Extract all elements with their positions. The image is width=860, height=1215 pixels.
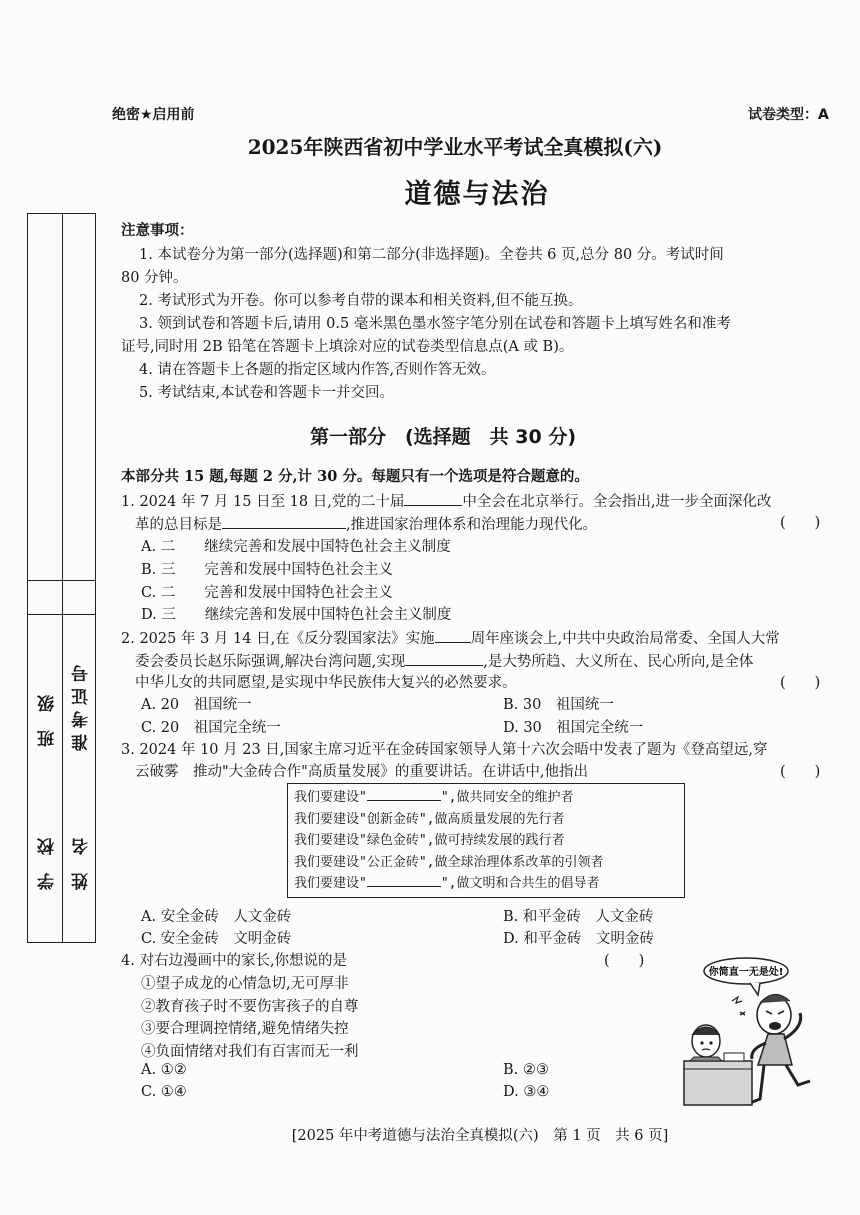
cartoon-caption: 你简直一无是处! <box>708 967 784 978</box>
q1-option-d: D. 三 继续完善和发展中国特色社会主义制度 <box>141 607 452 623</box>
quote-line-2: 我们要建设"创新金砖",做高质量发展的先行者 <box>294 811 565 827</box>
exam-title: 2025年陕西省初中学业水平考试全真模拟(六) <box>247 135 663 159</box>
notice-item-2: 2. 考试形式为开卷。你可以参考自带的课本和相关资料,但不能互换。 <box>139 293 583 309</box>
ticket-number-label: 准考证号 <box>72 659 92 751</box>
q2-blank-2 <box>405 649 483 666</box>
confidential-label: 绝密★启用前 <box>112 107 195 123</box>
quote-line-1a: 我们要建设" <box>294 790 367 805</box>
q2-text-c: 委会委员长赵乐际强调,解决台湾问题,实现 <box>135 654 406 670</box>
q4-line1: 4. 对右边漫画中的家长,你想说的是 <box>121 953 348 969</box>
q4-option-d: D. ③④ <box>503 1084 550 1100</box>
notice-heading: 注意事项： <box>121 222 194 239</box>
q1-text-a: 1. 2024 年 7 月 15 日至 18 日,党的二十届 <box>121 494 405 510</box>
q1-blank-2 <box>222 512 346 529</box>
q1-line2 <box>135 512 597 537</box>
q2-line2 <box>135 649 753 674</box>
name-label: 姓 名 <box>72 832 92 890</box>
q1-line1 <box>121 489 771 514</box>
q2-option-a: A. 20 祖国统一 <box>141 697 252 713</box>
q1-text-d: ,推进国家治理体系和治理能力现代化。 <box>346 517 598 533</box>
q1-option-b: B. 三 完善和发展中国特色社会主义 <box>141 562 393 578</box>
q3-option-a: A. 安全金砖 人文金砖 <box>141 909 292 925</box>
q4-option-c: C. ①④ <box>141 1084 187 1100</box>
q4-statement-2: ②教育孩子时不要伤害孩子的自尊 <box>141 999 359 1015</box>
q2-option-b: B. 30 祖国统一 <box>503 697 614 713</box>
class-label: 班 级 <box>38 689 58 747</box>
binding-info-box <box>27 213 96 943</box>
quote-line-4: 我们要建设"公正金砖",做全球治理体系改革的引领者 <box>294 854 604 870</box>
part1-heading: 第一部分 (选择题 共 30 分) <box>310 426 577 448</box>
q4-bracket: ( ) <box>604 953 645 969</box>
q1-option-a: A. 二 继续完善和发展中国特色社会主义制度 <box>141 539 451 555</box>
q3-line1: 3. 2024 年 10 月 23 日,国家主席习近平在金砖国家领导人第十六次会晤中发表了题为《登高望远,穿 <box>121 742 768 758</box>
notice-item-3-cont: 证号,同时用 2B 铅笔在答题卡上填涂对应的试卷类型信息点(A 或 B)。 <box>121 339 574 355</box>
quote-box <box>287 783 685 898</box>
q4-statement-4: ④负面情绪对我们有百害而无一利 <box>141 1044 359 1060</box>
parent-child-cartoon <box>680 953 830 1111</box>
quote-line-1b: ",做共同安全的维护者 <box>440 790 574 805</box>
quote-line-5b: ",做文明和合共生的倡导者 <box>440 876 600 891</box>
q4-statement-3: ③要合理调控情绪,避免情绪失控 <box>141 1021 349 1037</box>
q2-option-d: D. 30 祖国完全统一 <box>503 720 644 736</box>
q4-statement-1: ①望子成龙的心情急切,无可厚非 <box>141 976 349 992</box>
q4-option-b: B. ②③ <box>503 1062 549 1078</box>
q2-line1 <box>121 626 780 651</box>
paper-type-label: 试卷类型：A <box>748 107 829 123</box>
quote-line-3: 我们要建设"绿色金砖",做可持续发展的践行者 <box>294 833 565 848</box>
quote-blank-2 <box>367 873 441 887</box>
q2-text-b: 周年座谈会上,中共中央政治局常委、全国人大常 <box>470 631 780 647</box>
q3-line2: 云破雾 推动"大金砖合作"高质量发展》的重要讲话。在讲话中,他指出 <box>135 764 588 780</box>
q2-blank-1 <box>435 626 471 643</box>
q4-option-a: A. ①② <box>141 1062 187 1078</box>
q2-option-c: C. 20 祖国完全统一 <box>141 720 281 736</box>
q3-option-d: D. 和平金砖 文明金砖 <box>503 931 654 947</box>
q1-blank-1 <box>404 489 462 506</box>
q1-text-b: 中全会在北京举行。全会指出,进一步全面深化改 <box>462 494 772 510</box>
q2-line3: 中华儿女的共同愿望,是实现中华民族伟大复兴的必然要求。 <box>135 675 517 691</box>
quote-blank-1 <box>367 787 441 801</box>
q3-option-c: C. 安全金砖 文明金砖 <box>141 931 292 947</box>
notice-item-1-cont: 80 分钟。 <box>121 270 188 286</box>
quote-line-5a: 我们要建设" <box>294 876 367 891</box>
notice-item-5: 5. 考试结束,本试卷和答题卡一并交回。 <box>139 385 395 401</box>
quote-line-5 <box>294 873 678 895</box>
q2-bracket: ( ) <box>780 675 821 691</box>
school-label: 学 校 <box>38 832 58 890</box>
q1-bracket: ( ) <box>780 515 821 531</box>
part1-intro: 本部分共 15 题,每题 2 分,计 30 分。每题只有一个选项是符合题意的。 <box>121 468 589 485</box>
q2-text-a: 2. 2025 年 3 月 14 日,在《反分裂国家法》实施 <box>121 631 435 647</box>
q3-bracket: ( ) <box>780 764 821 780</box>
notice-item-4: 4. 请在答题卡上各题的指定区域内作答,否则作答无效。 <box>139 362 496 378</box>
notice-item-3: 3. 领到试卷和答题卡后,请用 0.5 毫米黑色墨水签字笔分别在试卷和答题卡上填写姓名和准考 <box>139 316 731 332</box>
subject-title: 道德与法治 <box>404 179 550 210</box>
q1-text-c: 革的总目标是 <box>135 517 222 533</box>
quote-line-1 <box>294 787 678 809</box>
notice-item-1: 1. 本试卷分为第一部分(选择题)和第二部分(非选择题)。全卷共 6 页,总分 80 分。考试时间 <box>139 247 724 263</box>
q2-text-d: ,是大势所趋、大义所在、民心所向,是全体 <box>483 654 754 670</box>
q1-option-c: C. 二 完善和发展中国特色社会主义 <box>141 585 393 601</box>
page-footer: [2025 年中考道德与法治全真模拟(六) 第 1 页 共 6 页] <box>291 1128 669 1144</box>
q3-option-b: B. 和平金砖 人文金砖 <box>503 909 654 925</box>
